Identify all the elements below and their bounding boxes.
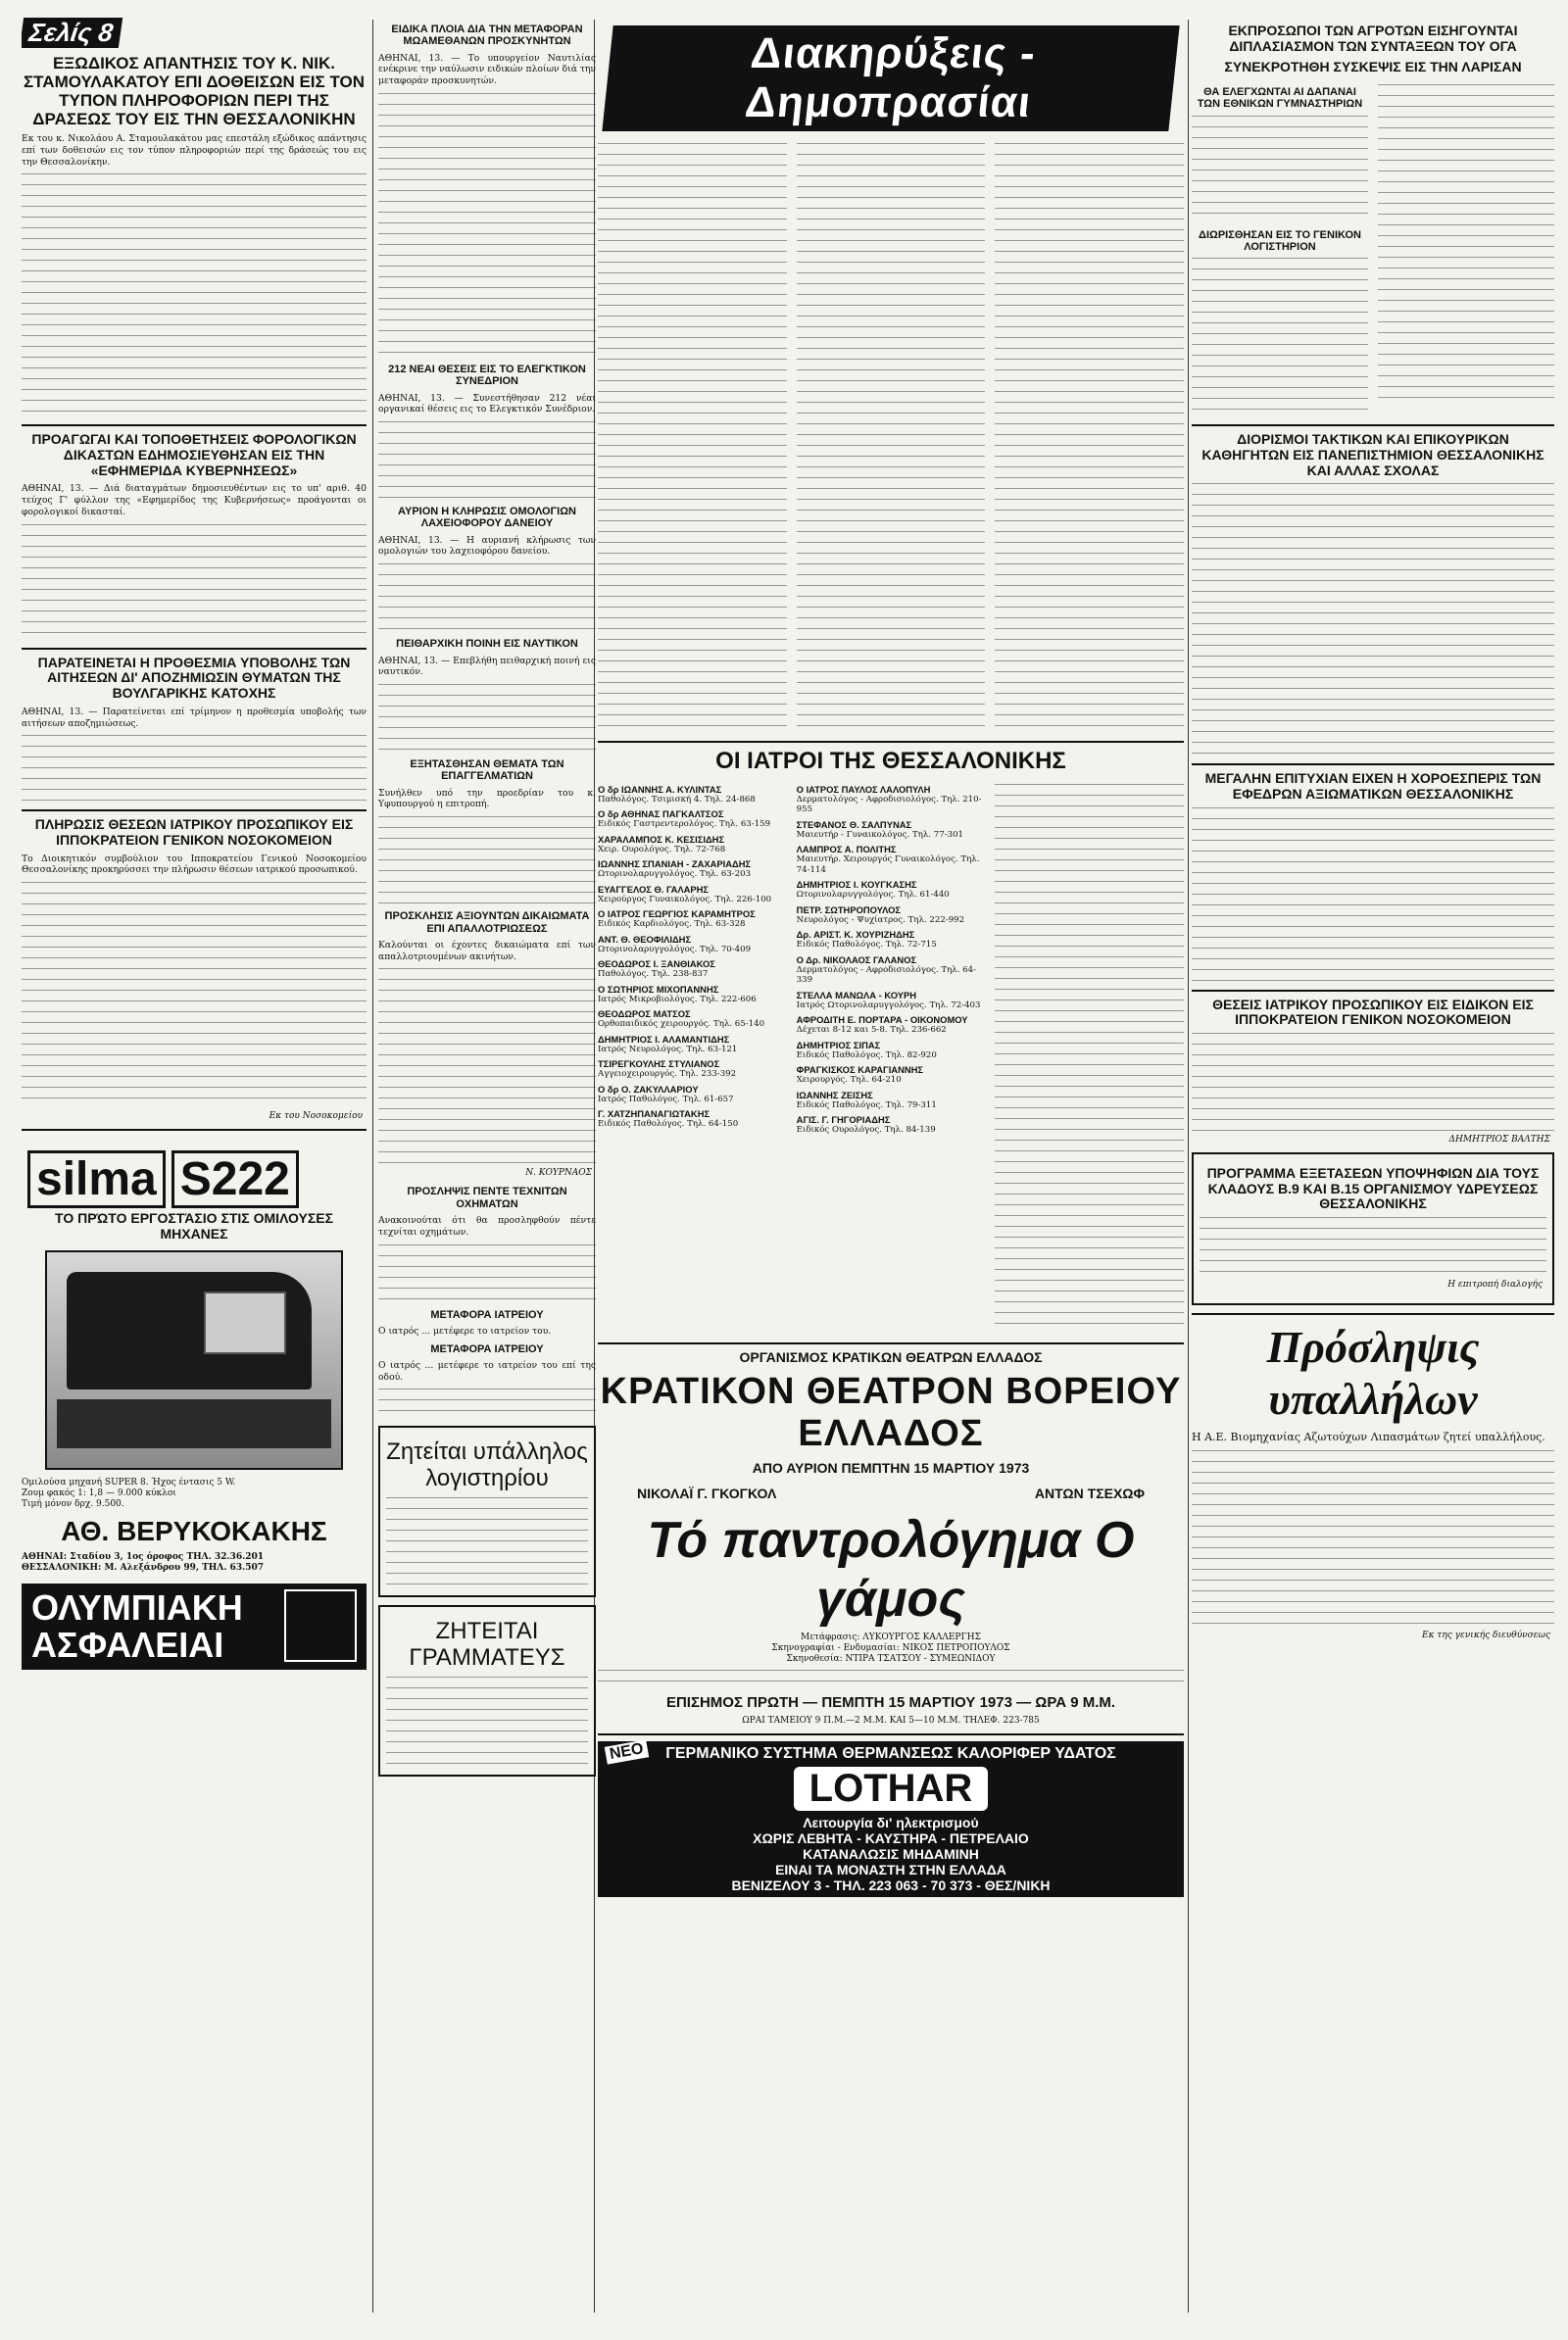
headline: ΠΡΟΑΓΩΓΑΙ ΚΑΙ ΤΟΠΟΘΕΤΗΣΕΙΣ ΦΟΡΟΛΟΓΙΚΩΝ ΔΙΚΑΣΤΩΝ ΕΔΗΜΟΣΙΕΥΘΗΣΑΝ ΕΙΣ ΤΗΝ «ΕΦΗΜΕΡΙΔΑ ΚΥΒΕΡΝΗΣΕΩΣ» <box>31 431 357 478</box>
doctor-name: Γ. ΧΑΤΖΗΠΑΝΑΓΙΩΤΑΚΗΣ <box>598 1108 710 1120</box>
article-body: Το Διοικητικόν συμβούλιον του Ιπποκρατείου Γενικού Νοσοκομείου Θεσσαλονίκης προκηρύσσει την πλήρωσιν θέσεων ιατρικού προσωπικού. <box>22 853 367 876</box>
ad-line: ΚΑΤΑΝΑΛΩΣΙΣ ΜΗΔΑΜΙΝΗ <box>803 1845 979 1862</box>
doctor-name: Ο ΣΩΤΗΡΙΟΣ ΜΙΧΟΠΑΝΝΗΣ <box>598 983 719 995</box>
lothar-logo: LOTHAR <box>794 1767 989 1811</box>
doctor-name: Ο δρ ΙΩΑΝΝΗΣ Α. ΚΥΛΙΝΤΑΣ <box>598 783 722 795</box>
article-body: Καλούνται οι έχοντες δικαιώματα επί των απαλλοτριουμένων ακινήτων. <box>378 939 596 962</box>
doctor-listing <box>598 934 787 954</box>
doctor-info: Ειδικός Καρδιολόγος. Τηλ. 63-328 <box>598 919 746 930</box>
doctor-info: Ειδικός Παθολόγος. Τηλ. 82-920 <box>796 1049 937 1060</box>
doctor-name: ΧΑΡΑΛΑΜΠΟΣ Κ. ΚΕΣΙΣΙΔΗΣ <box>598 833 725 845</box>
doctor-listing <box>797 1090 986 1110</box>
doctor-listing <box>797 954 986 986</box>
article-body: ΑΘΗΝΑΙ, 13. — Συνεστήθησαν 212 νέαι οργανικαί θέσεις εις το Ελεγκτικόν Συνέδριον. <box>378 392 596 415</box>
notice-text-block <box>995 784 1184 1333</box>
column-rule <box>1188 20 1189 2313</box>
doctor-name: ΠΕΤΡ. ΣΩΤΗΡΟΠΟΥΛΟΣ <box>796 903 901 915</box>
headline: ΠΑΡΑΤΕΙΝΕΤΑΙ Η ΠΡΟΘΕΣΜΙΑ ΥΠΟΒΟΛΗΣ ΤΩΝ ΑΙΤΗΣΕΩΝ ΔΙ' ΑΠΟΖΗΜΙΩΣΙΝ ΘΥΜΑΤΩΝ ΤΗΣ ΒΟΥΛΓΑΡΙΚΗΣ ΚΑΤΟΧΗΣ <box>37 654 351 702</box>
exam-schedule-box <box>1192 1152 1554 1305</box>
wanted-heading: ΖΗΤΕΙΤΑΙ ΓΡΑΜΜΑΤΕΥΣ <box>409 1618 565 1671</box>
projector-image <box>45 1250 343 1470</box>
article-text-block <box>378 563 596 632</box>
signature: Η επιτροπή διαλογής <box>1447 1279 1543 1290</box>
hiring-heading: Πρόσληψις υπαλλήλων <box>1266 1321 1480 1424</box>
doctor-listing <box>797 784 986 815</box>
classified-ad <box>378 1426 596 1597</box>
section-banner: Διακηρύξεις - Δημοπρασίαι <box>602 25 1179 131</box>
doctor-listing <box>797 844 986 875</box>
doctor-info: Παθολόγος. Τηλ. 238-837 <box>598 969 709 980</box>
article-text-block <box>22 735 367 804</box>
doctor-name: ΣΤΕΛΛΑ ΜΑΝΩΛΑ - ΚΟΥΡΗ <box>796 989 917 1000</box>
doctor-info: Χειρ. Ουρολόγος. Τηλ. 72-768 <box>598 844 726 854</box>
premiere: ΕΠΙΣΗΜΟΣ ΠΡΩΤΗ — ΠΕΜΠΤΗ 15 ΜΑΡΤΙΟΥ 1973 — ΩΡΑ 9 Μ.Μ. <box>665 1693 1116 1711</box>
divider <box>1192 763 1554 765</box>
article-text-block <box>22 882 367 1107</box>
headline: ΣΥΝΕΚΡΟΤΗΘΗ ΣΥΣΚΕΨΙΣ ΕΙΣ ΤΗΝ ΛΑΡΙΣΑΝ <box>1224 59 1522 75</box>
doctor-info: Ειδικός Ουρολόγος. Τηλ. 84-139 <box>796 1125 936 1136</box>
discus-thrower-icon <box>284 1589 357 1662</box>
cast-text-block <box>598 1670 1184 1689</box>
ad-line: Ζουμ φακός 1: 1,8 — 9.000 κύκλοι <box>22 1487 176 1498</box>
article-body: ΑΘΗΝΑΙ, 13. — Παρατείνεται επί τρίμηνον η προθεσμία υποβολής των αιτήσεων αποζημιώσεως. <box>22 706 367 729</box>
divider <box>598 741 1184 743</box>
author: ΝΙΚΟΛΑΪ Γ. ΓΚΟΓΚΟΛ <box>637 1486 777 1502</box>
doctors-directory <box>598 780 1184 1337</box>
doctor-listing <box>797 1014 986 1035</box>
dealer-name: ΑΘ. ΒΕΡΥΚΟΚΑΚΗΣ <box>61 1516 327 1547</box>
new-badge: ΝΕΟ <box>605 1739 649 1764</box>
doctor-info: Δερματολόγος - Αφροδισιολόγος. Τηλ. 210-955 <box>796 794 982 815</box>
doctor-name: ΔΗΜΗΤΡΙΟΣ Ι. ΚΟΥΓΚΑΣΗΣ <box>796 879 917 891</box>
doctor-info: Ωτορινολαρυγγολόγος. Τηλ. 63-203 <box>598 869 752 880</box>
doctor-info: Δέχεται 8-12 και 5-8. Τηλ. 236-662 <box>796 1025 947 1036</box>
doctor-info: Ειδικός Παθολόγος. Τηλ. 79-311 <box>796 1099 937 1110</box>
article-body: ΑΘΗΝΑΙ, 13. — Διά διαταγμάτων δημοσιευθέντων εις το υπ' αριθ. 40 τεύχος Γ' φύλλον της «Εφημερίδος της Κυβερνήσεως» προάγονται οι φορολογικοί δικασταί. <box>22 483 367 517</box>
headline: ΠΕΙΘΑΡΧΙΚΗ ΠΟΙΝΗ ΕΙΣ ΝΑΥΤΙΚΟΝ <box>396 638 578 651</box>
doctor-info: Χειρουργός. Τηλ. 64-210 <box>796 1075 902 1086</box>
signature: Ν. ΚΟΥΡΝΑΟΣ <box>525 1168 592 1179</box>
doctor-info: Ειδικός Παθολόγος. Τηλ. 72-715 <box>796 940 937 951</box>
credits: Σκηνοθεσία: ΝΤΙΡΑ ΤΣΑΤΣΟΥ - ΣΥΜΕΩΝΙΔΟΥ <box>786 1654 996 1665</box>
doctor-name: ΔΗΜΗΤΡΙΟΣ Ι. ΑΛΑΜΑΝΤΙΔΗΣ <box>598 1033 730 1045</box>
doctor-name: Ο ΙΑΤΡΟΣ ΠΑΥΛΟΣ ΛΑΛΟΠΥΛΗ <box>796 783 931 795</box>
doctor-name: ΦΡΑΓΚΙΣΚΟΣ ΚΑΡΑΓΙΑΝΝΗΣ <box>796 1064 924 1076</box>
doctor-listing <box>598 1058 787 1079</box>
doctor-listing <box>797 929 986 950</box>
divider <box>598 1342 1184 1344</box>
olympiaki-ad <box>22 1584 367 1670</box>
notices-block <box>598 139 1184 735</box>
doctor-info: Παθολόγος. Τσιμισκή 4. Τηλ. 24-868 <box>598 794 756 804</box>
silma-ad <box>22 1137 367 1574</box>
ad-tagline: ΤΟ ΠΡΏΤΟ ΕΡΓΟΣΤΆΣΙΟ ΣΤΙΣ ΟΜΙΛΟΥΣΕΣ ΜΗΧΑΝΕΣ <box>55 1210 333 1242</box>
doctor-listing <box>797 1114 986 1135</box>
headline: ΜΕΓΑΛΗΝ ΕΠΙΤΥΧΙΑΝ ΕΙΧΕΝ Η ΧΟΡΟΕΣΠΕΡΙΣ ΤΩΝ ΕΦΕΔΡΩΝ ΑΞΙΩΜΑΤΙΚΩΝ ΘΕΣΣΑΛΟΝΙΚΗΣ <box>1204 770 1542 802</box>
signature: ΔΗΜΗΤΡΙΟΣ ΒΑΛΤΗΣ <box>1448 1134 1550 1145</box>
doctor-name: ΙΩΑΝΝΗΣ ΖΕΙΣΗΣ <box>796 1089 873 1100</box>
headline: ΕΚΠΡΟΣΩΠΟΙ ΤΩΝ ΑΓΡΟΤΩΝ ΕΙΣΗΓΟΥΝΤΑΙ ΔΙΠΛΑΣΙΑΣΜΟΝ ΤΩΝ ΣΥΝΤΑΞΕΩΝ ΤΟΥ ΟΓΑ <box>1228 23 1518 54</box>
column-right <box>1192 18 1554 2316</box>
ad-text-block <box>386 1497 588 1585</box>
doctor-info: Ειδικός Παθολόγος. Τηλ. 64-150 <box>598 1119 739 1130</box>
ad-line: ΧΩΡΙΣ ΛΕΒΗΤΑ - ΚΑΥΣΤΗΡΑ - ΠΕΤΡΕΛΑΙΟ <box>753 1829 1029 1846</box>
article-text-block <box>378 93 596 358</box>
headline: ΕΙΔΙΚΑ ΠΛΟΙΑ ΔΙΑ ΤΗΝ ΜΕΤΑΦΟΡΑΝ ΜΩΑΜΕΘΑΝΩΝ ΠΡΟΣΚΥΝΗΤΩΝ <box>391 24 583 48</box>
ad-line: ΑΣΦΑΛΕΙΑΙ <box>31 1624 224 1665</box>
doctor-info: Ορθοπαιδικός χειρουργός. Τηλ. 65-140 <box>598 1019 765 1030</box>
headline: ΕΞΩΔΙΚΟΣ ΑΠΑΝΤΗΣΙΣ ΤΟΥ Κ. ΝΙΚ. ΣΤΑΜΟΥΛΑΚΑΤΟΥ ΕΠΙ ΔΟΘΕΙΣΩΝ ΕΙΣ ΤΟΝ ΤΥΠΟΝ ΠΛΗΡΟΦΟΡΙΩΝ ΠΕΡΙ ΤΗΣ ΔΡΑΣΕΩΣ ΤΟΥ ΕΙΣ ΤΗΝ ΘΕΣΣΑΛΟΝΙΚΗΝ <box>23 54 366 129</box>
divider <box>598 1733 1184 1735</box>
doctor-name: ΛΑΜΠΡΟΣ Α. ΠΟΛΙΤΗΣ <box>796 844 897 855</box>
ad-line: Τιμή μόνον δρχ. 9.500. <box>22 1499 124 1509</box>
headline: ΠΡΟΣΛΗΨΙΣ ΠΕΝΤΕ ΤΕΧΝΙΤΩΝ ΟΧΗΜΑΤΩΝ <box>407 1186 567 1210</box>
doctor-listing <box>797 1040 986 1060</box>
article-text-block <box>1378 84 1554 408</box>
author: ΑΝΤΩΝ ΤΣΕΧΩΦ <box>1034 1486 1145 1502</box>
doctor-name: ΔΗΜΗΤΡΙΟΣ ΣΙΠΑΣ <box>796 1039 881 1050</box>
doctor-name: Ο δρ ΑΘΗΝΑΣ ΠΑΓΚΑΛΤΣΟΣ <box>598 808 724 820</box>
doctor-listing <box>598 1084 787 1104</box>
article-text-block <box>378 1389 596 1418</box>
article-text-block <box>378 816 596 904</box>
classified-ad <box>378 1605 596 1777</box>
notice-text-block <box>995 143 1184 731</box>
doctor-name: Δρ. ΑΡΙΣΤ. Κ. ΧΟΥΡΙΖΗΔΗΣ <box>796 929 915 941</box>
doctor-listing <box>598 1034 787 1054</box>
article-text-block <box>378 421 596 500</box>
article-body: ΑΘΗΝΑΙ, 13. — Επεβλήθη πειθαρχική ποινή εις ναυτικόν. <box>378 655 596 678</box>
doctor-name: ΙΩΑΝΝΗΣ ΣΠΑΝΙΑΗ - ΖΑΧΑΡΙΑΔΗΣ <box>598 858 752 870</box>
doctor-info: Αγγειοχειρουργός. Τηλ. 233-392 <box>598 1069 737 1080</box>
doctor-info: Ειδικός Γαστρεντερολόγος. Τηλ. 63-159 <box>598 819 771 830</box>
doctor-listing <box>797 904 986 925</box>
theater-date: ΑΠΟ ΑΥΡΙΟΝ ΠΕΜΠΤΗΝ 15 ΜΑΡΤΙΟΥ 1973 <box>752 1459 1030 1476</box>
doctor-info: Χειρούργος Γυναικολόγος. Τηλ. 226-100 <box>598 894 772 904</box>
ad-line: ΓΕΡΜΑΝΙΚΟ ΣΥΣΤΗΜΑ ΘΕΡΜΑΝΣΕΩΣ ΚΑΛΟΡΙΦΕΡ ΥΔΑΤΟΣ <box>665 1744 1116 1762</box>
divider <box>22 424 367 426</box>
doctors-heading: ΟΙ ΙΑΤΡΟΙ ΤΗΣ ΘΕΣΣΑΛΟΝΙΚΗΣ <box>715 748 1066 774</box>
headline: ΠΡΟΣΚΛΗΣΙΣ ΑΞΙΟΥΝΤΩΝ ΔΙΚΑΙΩΜΑΤΑ ΕΠΙ ΑΠΑΛΛΟΤΡΙΩΣΕΩΣ <box>384 910 590 935</box>
signature: Εκ της γενικής διευθύνσεως <box>1422 1631 1550 1641</box>
doctor-info: Ωτορινολαρυγγολόγος. Τηλ. 61-440 <box>796 890 950 901</box>
notice-text-block <box>797 143 986 731</box>
article-text-block <box>378 1244 596 1303</box>
article-text-block <box>1192 1033 1554 1131</box>
doctor-info: Δερματολόγος - Αφροδισιολόγος. Τηλ. 64-339 <box>796 964 977 986</box>
doctor-listing <box>598 958 787 979</box>
column-center <box>598 18 1184 2316</box>
box-text-block <box>1200 1217 1546 1276</box>
doctor-listing <box>797 990 986 1010</box>
ad-line: Λειτουργία δι' ηλεκτρισμού <box>803 1814 979 1830</box>
lothar-ad <box>598 1741 1184 1897</box>
ad-line: Ομιλούσα μηχανή SUPER 8. Ήχος έντασις 5 W. <box>22 1477 236 1487</box>
signature: Εκ του Νοσοκομείου <box>269 1111 363 1122</box>
article-text-block <box>1192 116 1368 223</box>
headline: ΘΕΣΕΙΣ ΙΑΤΡΙΚΟΥ ΠΡΟΣΩΠΙΚΟΥ ΕΙΣ ΕΙΔΙΚΟΝ ΕΙΣ ΙΠΠΟΚΡΑΤΕΙΟΝ ΓΕΝΙΚΟΝ ΝΟΣΟΚΟΜΕΙΟΝ <box>1212 996 1534 1028</box>
box-office: ΩΡΑΙ ΤΑΜΕΙΟΥ 9 Π.Μ.—2 Μ.Μ. ΚΑΙ 5—10 Μ.Μ. ΤΗΛΕΦ. 223-785 <box>742 1716 1040 1727</box>
article-text-block <box>22 524 367 642</box>
theater-ad <box>598 1350 1184 1728</box>
doctor-name: ΘΕΟΔΩΡΟΣ Ι. ΞΑΝΘΙΑΚΟΣ <box>598 958 715 970</box>
notices-column <box>995 780 1184 1337</box>
doctor-listing <box>797 1064 986 1085</box>
dealer-address: ΘΕΣΣΑΛΟΝΙΚΗ: Μ. Αλεξάνδρου 99, ΤΗΛ. 63.507 <box>22 1562 264 1573</box>
play-title: Τό παντρολόγημα Ο γάμος <box>647 1511 1135 1628</box>
doctor-name: ΘΕΟΔΩΡΟΣ ΜΑΤΣΟΣ <box>598 1008 691 1020</box>
page-number-kicker: Σελίς 8 <box>22 18 122 48</box>
headline: ΔΙΟΡΙΣΜΟΙ ΤΑΚΤΙΚΩΝ ΚΑΙ ΕΠΙΚΟΥΡΙΚΩΝ ΚΑΘΗΓΗΤΩΝ ΕΙΣ ΠΑΝΕΠΙΣΤΗΜΙΟΝ ΘΕΣΣΑΛΟΝΙΚΗΣ ΚΑΙ ΑΛΛΑΣ ΣΧΟΛΑΣ <box>1201 431 1544 478</box>
doctor-info: Νευρολόγος - Ψυχίατρος. Τηλ. 222-992 <box>796 914 965 925</box>
articles-block <box>1192 80 1554 418</box>
doctor-listing <box>598 1108 787 1129</box>
credits: Μετάφρασις: ΛΥΚΟΥΡΓΟΣ ΚΑΛΛΕΡΓΗΣ <box>801 1632 981 1642</box>
ad-text-block <box>386 1677 588 1765</box>
hiring-body: Η Α.Ε. Βιομηχανίας Αζωτούχων Λιπασμάτων ζητεί υπαλλήλους. <box>1192 1430 1545 1443</box>
doctor-name: Ο Δρ. ΝΙΚΟΛΑΟΣ ΓΑΛΑΝΟΣ <box>796 953 917 965</box>
dealer-address: ΑΘΗΝΑΙ: Σταδίου 3, 1ος όροφος ΤΗΛ. 32.36.201 <box>22 1551 264 1562</box>
article-body: Ο ιατρός ... μετέφερε το ιατρείον του επί της οδού. <box>378 1359 596 1383</box>
doctor-listing <box>598 984 787 1004</box>
box-title: ΠΡΟΓΡΑΜΜΑ ΕΞΕΤΑΣΕΩΝ ΥΠΟΨΗΦΙΩΝ ΔΙΑ ΤΟΥΣ ΚΛΑΔΟΥΣ Β.9 ΚΑΙ Β.15 ΟΡΓΑΝΙΣΜΟΥ ΥΔΡΕΥΣΕΩΣ ΘΕΣΣΑΛΟΝΙΚΗΣ <box>1206 1164 1540 1212</box>
article-text-block <box>1192 258 1368 414</box>
doctor-info: Ωτορινολαρυγγολόγος. Τηλ. 70-409 <box>598 944 752 954</box>
doctor-name: Ο δρ Ο. ΖΑΚΥΛΛΑΡΙΟΥ <box>598 1083 699 1095</box>
article-body: ΑΘΗΝΑΙ, 13. — Η αυριανή κλήρωσις των ομολογιών του λαχειοφόρου δανείου. <box>378 534 596 558</box>
doctor-listing <box>797 879 986 900</box>
doctor-listing <box>598 1008 787 1029</box>
article-text-block <box>22 173 367 418</box>
subheadline: ΘΑ ΕΛΕΓΧΩΝΤΑΙ ΑΙ ΔΑΠΑΝΑΙ ΤΩΝ ΕΘΝΙΚΩΝ ΓΥΜΝΑΣΤΗΡΙΩΝ <box>1197 86 1363 111</box>
column-second <box>378 18 596 2316</box>
divider <box>22 648 367 650</box>
doctor-listing <box>797 819 986 840</box>
doctor-name: ΑΦΡΟΔΙΤΗ Ε. ΠΟΡΤΑΡΑ - ΟΙΚΟΝΟΜΟΥ <box>796 1014 968 1026</box>
wanted-heading: Ζητείται υπάλληλος λογιστηρίου <box>386 1438 588 1491</box>
theater-org: ΟΡΓΑΝΙΣΜΟΣ ΚΡΑΤΙΚΩΝ ΘΕΑΤΡΩΝ ΕΛΛΑΔΟΣ <box>739 1348 1043 1365</box>
article-text-block <box>378 684 596 753</box>
doctor-listing <box>598 808 787 829</box>
headline: ΜΕΤΑΦΟΡΑ ΙΑΤΡΕΙΟΥ <box>430 1308 544 1321</box>
doctor-info: Ιατρός Παθολόγος. Τηλ. 61-657 <box>598 1094 734 1104</box>
doctor-name: ΑΓΙΣ. Γ. ΓΗΓΟΡΙΑΔΗΣ <box>796 1114 891 1126</box>
article-body: Συνήλθεν υπό την προεδρίαν του κ. Υφυπουργού η επιτροπή. <box>378 787 596 810</box>
doctor-info: Ιατρός Νευρολόγος. Τηλ. 63-121 <box>598 1044 738 1054</box>
divider <box>22 1129 367 1131</box>
hiring-text-block <box>1192 1450 1554 1627</box>
doctor-listing <box>598 884 787 904</box>
doctor-listing <box>598 858 787 879</box>
headline: ΜΕΤΑΦΟΡΑ ΙΑΤΡΕΙΟΥ <box>430 1342 544 1355</box>
theater-name: ΚΡΑΤΙΚΟΝ ΘΕΑΤΡΟΝ ΒΟΡΕΙΟΥ ΕΛΛΑΔΟΣ <box>600 1370 1182 1454</box>
doctor-listing <box>598 784 787 804</box>
divider <box>1192 1313 1554 1315</box>
headline: ΠΛΗΡΩΣΙΣ ΘΕΣΕΩΝ ΙΑΤΡΙΚΟΥ ΠΡΟΣΩΠΙΚΟΥ ΕΙΣ ΙΠΠΟΚΡΑΤΕΙΟΝ ΓΕΝΙΚΟΝ ΝΟΣΟΚΟΜΕΙΟΝ <box>34 816 354 848</box>
ad-line: ΟΛΥΜΠΙΑΚΗ <box>31 1587 243 1629</box>
divider <box>22 809 367 811</box>
doctor-name: ΑΝΤ. Θ. ΘΕΟΦΙΛΙΔΗΣ <box>598 933 692 945</box>
article-body: Εκ του κ. Νικολάου Α. Σταμουλακάτου μας επεστάλη εξώδικος απάντησις επί των δοθεισών εις τον τύπον πληροφοριών περί της δράσεώς του εις την Θεσσαλονίκην. <box>22 133 367 168</box>
divider <box>1192 424 1554 426</box>
column-rule <box>372 20 373 2313</box>
headline: 212 ΝΕΑΙ ΘΕΣΕΙΣ ΕΙΣ ΤΟ ΕΛΕΓΚΤΙΚΟΝ ΣΥΝΕΔΡΙΟΝ <box>388 363 586 388</box>
article-body: ΑΘΗΝΑΙ, 13. — Το υπουργείον Ναυτιλίας ενέκρινε την ναύλωσιν ειδικών πλοίων διά την μεταφοράν προσκυνητών. <box>378 52 596 87</box>
doctor-name: ΕΥΑΓΓΕΛΟΣ Θ. ΓΑΛΑΡΗΣ <box>598 883 710 895</box>
doctor-listing <box>598 834 787 854</box>
notice-text-block <box>598 143 787 731</box>
article-text-block <box>378 968 596 1164</box>
doctor-info: Μαιευτήρ. Χειρουργός Γυναικολόγος. Τηλ. 74-114 <box>796 854 980 875</box>
headline: ΑΥΡΙΟΝ Η ΚΛΗΡΩΣΙΣ ΟΜΟΛΟΓΙΩΝ ΛΑΧΕΙΟΦΟΡΟΥ ΔΑΝΕΙΟΥ <box>398 506 576 530</box>
subheadline: ΔΙΩΡΙΣΘΗΣΑΝ ΕΙΣ ΤΟ ΓΕΝΙΚΟΝ ΛΟΓΙΣΤΗΡΙΟΝ <box>1199 228 1361 253</box>
divider <box>1192 990 1554 992</box>
doctors-column <box>598 780 787 1337</box>
doctor-info: Ιατρός Μικροβιολόγος. Τηλ. 222-606 <box>598 994 757 1004</box>
headline: ΕΞΗΤΑΣΘΗΣΑΝ ΘΕΜΑΤΑ ΤΩΝ ΕΠΑΓΓΕΛΜΑΤΙΩΝ <box>410 758 564 783</box>
column-left <box>22 18 367 2316</box>
doctor-info: Μαιευτήρ - Γυναικολόγος. Τηλ. 77-301 <box>796 829 964 840</box>
ad-line: ΕΙΝΑΙ ΤΑ ΜΟΝΑΣΤΗ ΣΤΗΝ ΕΛΛΑΔΑ <box>775 1861 1006 1877</box>
article-body: Ανακοινούται ότι θα προσληφθούν πέντε τεχνίται οχημάτων. <box>378 1215 596 1238</box>
doctor-listing <box>598 908 787 929</box>
ad-address: ΒΕΝΙΖΕΛΟΥ 3 - ΤΗΛ. 223 063 - 70 373 - ΘΕΣ/ΝΙΚΗ <box>731 1877 1051 1893</box>
doctor-info: Ιατρός Ωτορινολαρυγγολόγος. Τηλ. 72-403 <box>796 999 981 1010</box>
doctor-name: ΣΤΕΦΑΝΟΣ Θ. ΣΑΛΠΥΝΑΣ <box>796 818 912 830</box>
article-text-block <box>1192 483 1554 757</box>
credits: Σκηνογραφίαι - Ενδυμασίαι: ΝΙΚΟΣ ΠΕΤΡΟΠΟΥΛΟΣ <box>771 1643 1010 1654</box>
doctor-name: ΤΣΙΡΕΓΚΟΥΛΗΣ ΣΤΥΛΙΑΝΟΣ <box>598 1058 720 1070</box>
article-body: Ο ιατρός ... μετέφερε το ιατρείον του. <box>378 1325 552 1337</box>
doctors-column <box>797 780 986 1337</box>
silma-logo: silma S222 <box>22 1137 367 1205</box>
article-text-block <box>1192 807 1554 984</box>
doctor-name: Ο ΙΑΤΡΟΣ ΓΕΩΡΓΙΟΣ ΚΑΡΑΜΗΤΡΟΣ <box>598 908 756 920</box>
